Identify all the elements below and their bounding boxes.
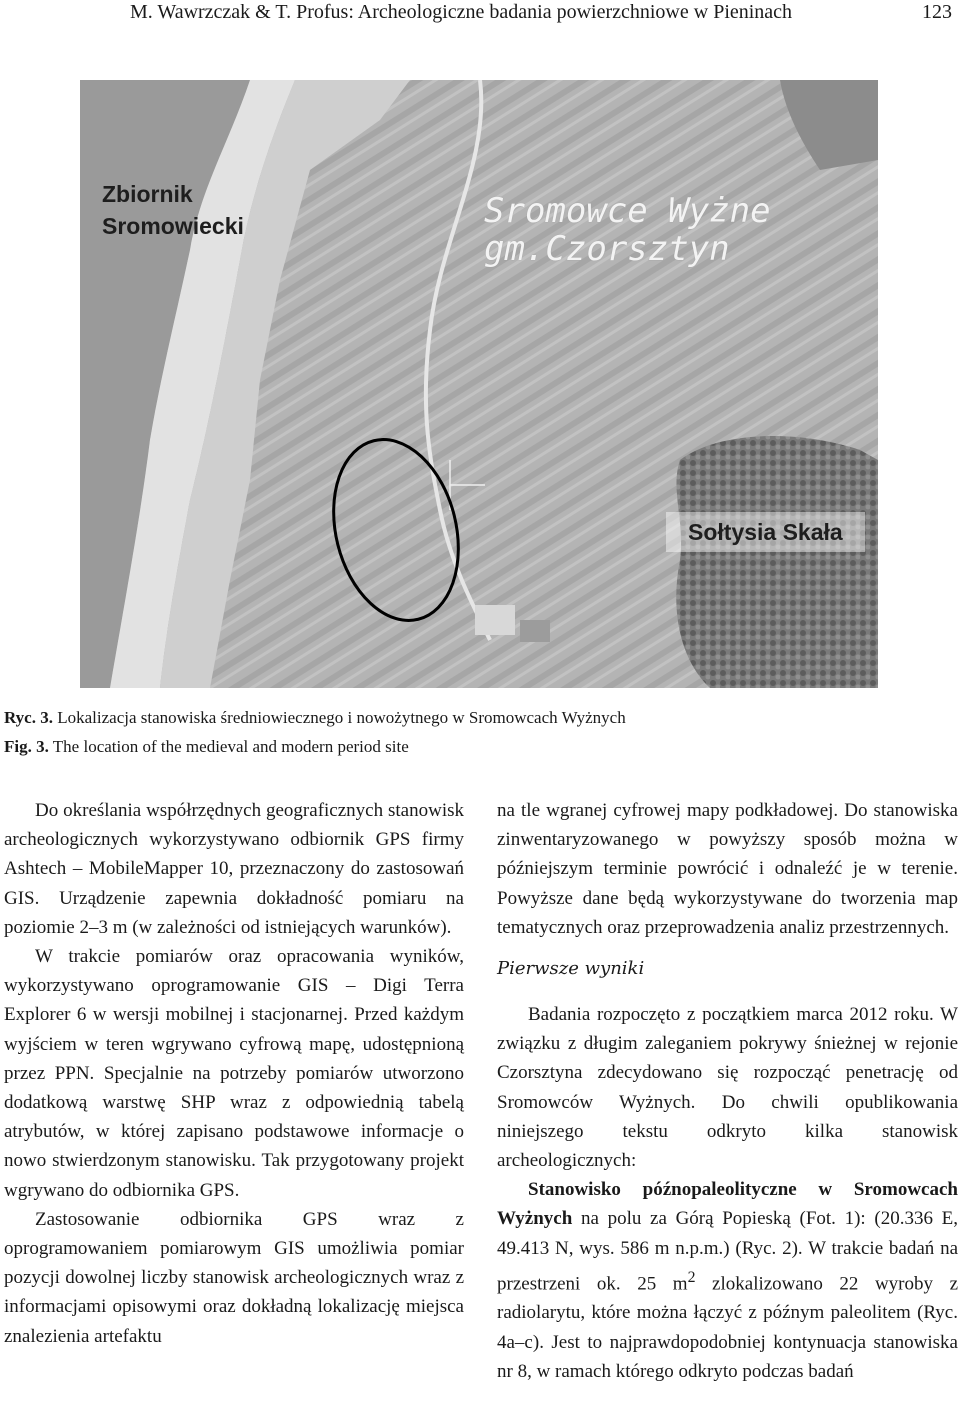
- superscript: 2: [687, 1268, 696, 1286]
- page-number: 123: [922, 1, 952, 23]
- site-name: Stanowisko późnopaleolityczne w Sromowcach Wyżnych: [497, 1179, 958, 1230]
- paragraph-continuation: na tle wgranej cyfrowej mapy podkładowej. Do stanowiska zinwentaryzowanego w powyższy sposób można w późniejszym terminie powrócić i odnaleźć je w terenie. Powyższe dane będą wykorzystywane do tworzenia map tematycznych oraz przeprowadzenia analiz przestrzennych.: [497, 800, 958, 938]
- caption-label-en: Fig. 3.: [4, 737, 49, 756]
- aerial-photo: [80, 80, 878, 688]
- section-heading: Pierwsze wyniki: [497, 958, 645, 980]
- label-hill: Sołtysia Skała: [666, 512, 865, 552]
- running-header: [0, 0, 960, 28]
- paragraph: Do określania współrzędnych geograficznych stanowisk archeologicznych wykorzystywano odbiornik GPS firmy Ashtech – MobileMapper 10, przeznaczony do zastosowań GIS. Urządzenie zapewnia dokładność pomiaru na poziomie 2–3 m (w zależności od istniejących warunków).: [4, 800, 464, 938]
- running-title: M. Wawrzczak & T. Profus: Archeologiczne badania powierzchniowe w Pieninach: [130, 1, 793, 23]
- paragraph: [497, 1175, 958, 1386]
- label-village: Sromowce Wyżne gm.Czorsztyn: [484, 191, 771, 269]
- paragraph: Badania rozpoczęto z początkiem marca 2012 roku. W związku z długim zaleganiem pokrywy śnieżnej w rejonie Czorsztyna zdecydowano się rozpocząć penetrację od Sromowców Wyżnych. Do chwili opublikowania niniejszego tekstu odkryto kilka stanowisk archeologicznych:: [497, 1004, 958, 1172]
- paragraph-text: zlokalizowano 22 wyroby z radiolarytu, które można łączyć z późnym paleolitem (Ryc. 4a–c). Jest to najprawdopodobniej kontynuacja stanowiska nr 8, w ramach którego odkryto podczas badań: [497, 1273, 958, 1382]
- caption-label-pl: Ryc. 3.: [4, 708, 53, 727]
- paragraph-text: na polu za Górą Popieską (Fot. 1): (20.336 E, 49.413 N, wys. 586 m n.p.m.) (Ryc. 2). W trakcie badań na przestrzeni ok. 25 m: [497, 1208, 958, 1295]
- aerial-photo-figure: [80, 80, 878, 688]
- caption-text-pl: Lokalizacja stanowiska średniowiecznego i nowożytnego w Sromowcach Wyżnych: [52, 708, 626, 727]
- figure-caption-pl: [4, 707, 626, 729]
- figure-caption-en: [4, 736, 409, 758]
- caption-text-en: The location of the medieval and modern period site: [48, 737, 409, 756]
- paragraph: W trakcie pomiarów oraz opracowania wyników, wykorzystywano oprogramowanie GIS – Digi Terra Explorer 6 w wersji mobilnej i stacjonarnej. Przed każdym wyjściem w teren wgrywano cyfrową mapę, udostępnioną przez PPN. Specjalnie na potrzeby pomiarów utworzono dodatkową warstwę SHP wraz z odpowiednią tabelą atrybutów, w której zapisano podstawowe informacje o nowo stwierdzonym stanowisku. Tak przygotowany projekt wgrywano do odbiornika GPS.: [4, 946, 464, 1201]
- label-reservoir: Zbiornik Sromowiecki: [102, 181, 244, 239]
- right-column: [497, 796, 958, 1386]
- paragraph: Zastosowanie odbiornika GPS wraz z oprogramowaniem pomiarowym GIS umożliwia pomiar pozycji dowolnej liczby stanowisk archeologicznych wraz z informacjami opisowymi oraz dokładną lokalizację miejsca znalezienia artefaktu: [4, 1208, 464, 1347]
- left-column: [4, 796, 464, 1351]
